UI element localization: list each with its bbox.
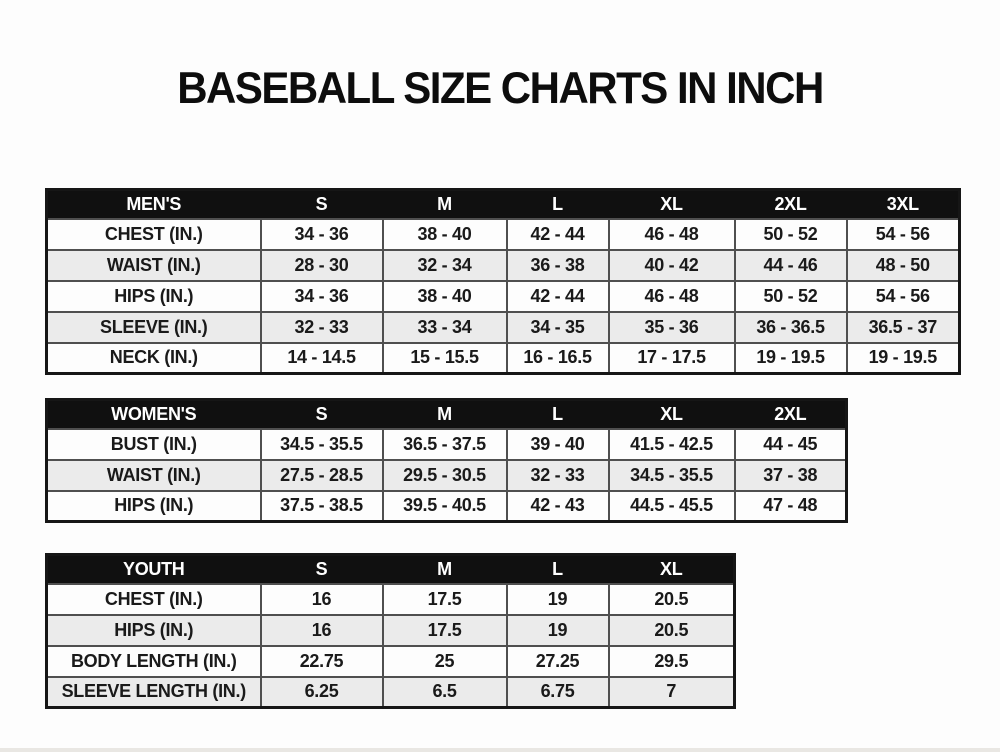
youth-table-row [47, 646, 735, 677]
column-header-mens-l: L [507, 190, 609, 219]
youth-size-table [45, 553, 736, 709]
row-label: WAIST (IN.) [47, 250, 261, 281]
row-label: BODY LENGTH (IN.) [47, 646, 261, 677]
size-cell: 42 - 43 [507, 491, 609, 522]
size-cell: 17.5 [383, 584, 507, 615]
womens-table-row [47, 460, 847, 491]
mens-header-row [47, 190, 960, 219]
row-label: WAIST (IN.) [47, 460, 261, 491]
size-cell: 44.5 - 45.5 [609, 491, 735, 522]
size-cell: 34 - 35 [507, 312, 609, 343]
womens-table-row [47, 429, 847, 460]
size-cell: 34 - 36 [261, 281, 383, 312]
row-label: CHEST (IN.) [47, 584, 261, 615]
size-cell: 36 - 36.5 [735, 312, 847, 343]
page-title: BASEBALL SIZE CHARTS IN INCH [177, 62, 823, 113]
column-header-youth-m: M [383, 555, 507, 584]
size-cell: 22.75 [261, 646, 383, 677]
column-header-mens-3xl: 3XL [847, 190, 960, 219]
column-header-youth-xl: XL [609, 555, 735, 584]
size-cell: 37.5 - 38.5 [261, 491, 383, 522]
column-header-womens-l: L [507, 400, 609, 429]
size-cell: 41.5 - 42.5 [609, 429, 735, 460]
youth-table-row [47, 615, 735, 646]
size-cell: 38 - 40 [383, 281, 507, 312]
column-header-mens-m: M [383, 190, 507, 219]
size-cell: 25 [383, 646, 507, 677]
youth-table-row [47, 677, 735, 708]
size-cell: 6.25 [261, 677, 383, 708]
youth-header-row [47, 555, 735, 584]
womens-size-table [45, 398, 848, 523]
size-cell: 17 - 17.5 [609, 343, 735, 374]
column-header-mens-2xl: 2XL [735, 190, 847, 219]
size-cell: 19 [507, 584, 609, 615]
row-label: SLEEVE LENGTH (IN.) [47, 677, 261, 708]
size-cell: 17.5 [383, 615, 507, 646]
size-cell: 32 - 33 [261, 312, 383, 343]
size-cell: 19 - 19.5 [735, 343, 847, 374]
womens-header-row [47, 400, 847, 429]
size-cell: 42 - 44 [507, 281, 609, 312]
size-cell: 29.5 - 30.5 [383, 460, 507, 491]
column-header-youth-l: L [507, 555, 609, 584]
size-cell: 36.5 - 37 [847, 312, 960, 343]
column-header-womens-m: M [383, 400, 507, 429]
mens-table-row [47, 312, 960, 343]
size-cell: 40 - 42 [609, 250, 735, 281]
size-cell: 16 [261, 615, 383, 646]
size-cell: 20.5 [609, 584, 735, 615]
size-cell: 34 - 36 [261, 219, 383, 250]
size-cell: 34.5 - 35.5 [261, 429, 383, 460]
size-cell: 27.5 - 28.5 [261, 460, 383, 491]
section-header-youth: YOUTH [47, 555, 261, 584]
size-cell: 19 - 19.5 [847, 343, 960, 374]
size-cell: 29.5 [609, 646, 735, 677]
column-header-womens-2xl: 2XL [735, 400, 847, 429]
size-cell: 39 - 40 [507, 429, 609, 460]
column-header-mens-xl: XL [609, 190, 735, 219]
size-cell: 32 - 33 [507, 460, 609, 491]
youth-table-row [47, 584, 735, 615]
size-cell: 6.75 [507, 677, 609, 708]
size-cell: 46 - 48 [609, 281, 735, 312]
section-header-mens: MEN'S [47, 190, 261, 219]
size-cell: 32 - 34 [383, 250, 507, 281]
size-cell: 19 [507, 615, 609, 646]
size-cell: 20.5 [609, 615, 735, 646]
row-label: NECK (IN.) [47, 343, 261, 374]
column-header-mens-s: S [261, 190, 383, 219]
size-cell: 48 - 50 [847, 250, 960, 281]
size-cell: 16 [261, 584, 383, 615]
size-cell: 50 - 52 [735, 281, 847, 312]
column-header-youth-s: S [261, 555, 383, 584]
size-cell: 6.5 [383, 677, 507, 708]
size-cell: 36 - 38 [507, 250, 609, 281]
row-label: HIPS (IN.) [47, 281, 261, 312]
row-label: SLEEVE (IN.) [47, 312, 261, 343]
size-cell: 50 - 52 [735, 219, 847, 250]
size-cell: 47 - 48 [735, 491, 847, 522]
size-cell: 28 - 30 [261, 250, 383, 281]
size-cell: 14 - 14.5 [261, 343, 383, 374]
size-cell: 38 - 40 [383, 219, 507, 250]
size-cell: 34.5 - 35.5 [609, 460, 735, 491]
size-cell: 54 - 56 [847, 281, 960, 312]
size-cell: 54 - 56 [847, 219, 960, 250]
mens-table-row [47, 281, 960, 312]
size-cell: 44 - 46 [735, 250, 847, 281]
size-cell: 35 - 36 [609, 312, 735, 343]
column-header-womens-s: S [261, 400, 383, 429]
mens-table-row [47, 219, 960, 250]
womens-table-row [47, 491, 847, 522]
size-cell: 39.5 - 40.5 [383, 491, 507, 522]
size-cell: 33 - 34 [383, 312, 507, 343]
mens-size-table [45, 188, 961, 375]
page-bottom-edge [0, 748, 1000, 752]
mens-table-row [47, 250, 960, 281]
size-cell: 16 - 16.5 [507, 343, 609, 374]
size-cell: 46 - 48 [609, 219, 735, 250]
size-cell: 44 - 45 [735, 429, 847, 460]
row-label: HIPS (IN.) [47, 615, 261, 646]
size-cell: 37 - 38 [735, 460, 847, 491]
row-label: HIPS (IN.) [47, 491, 261, 522]
column-header-womens-xl: XL [609, 400, 735, 429]
row-label: BUST (IN.) [47, 429, 261, 460]
size-cell: 27.25 [507, 646, 609, 677]
mens-table-row [47, 343, 960, 374]
row-label: CHEST (IN.) [47, 219, 261, 250]
section-header-womens: WOMEN'S [47, 400, 261, 429]
size-cell: 15 - 15.5 [383, 343, 507, 374]
size-cell: 7 [609, 677, 735, 708]
size-cell: 42 - 44 [507, 219, 609, 250]
size-cell: 36.5 - 37.5 [383, 429, 507, 460]
